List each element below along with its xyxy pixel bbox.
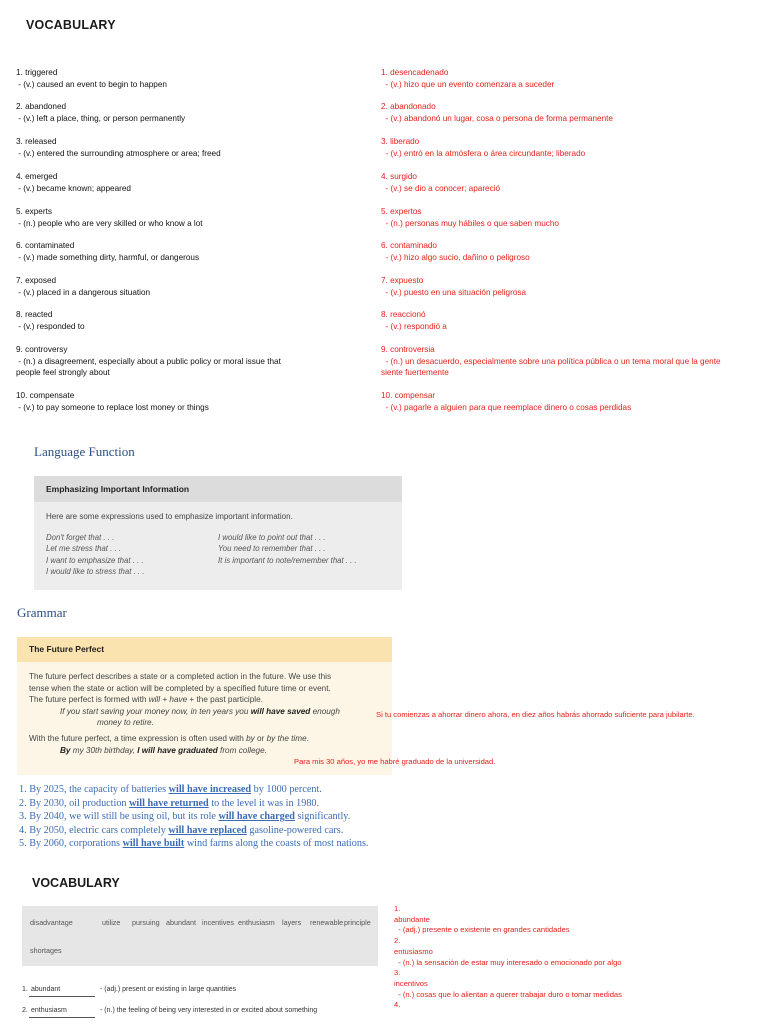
word-bank-word: layers [282, 918, 302, 927]
vocab-term: 3. liberado [381, 137, 420, 146]
vocab-term: 10. compensar [381, 391, 436, 400]
expression: I would like to point out that . . . [218, 533, 326, 542]
vocab2-spanish-line: 3. [394, 968, 401, 978]
expression: You need to remember that . . . [218, 544, 326, 554]
vocab-item [381, 136, 761, 159]
word-bank-word: pursuing [132, 918, 160, 927]
vocab-term: 6. contaminado [381, 241, 437, 250]
vocab-definition: - (n.) a disagreement, especially about a public policy or moral issue that [16, 356, 281, 366]
vocab2-spanish-line: - (adj.) presente o existente en grandes cantidades [394, 925, 570, 935]
vocab-item [16, 136, 346, 159]
vocab2-spanish-line: - (n.) la sensación de estar muy interesado o emocionado por algo [394, 957, 622, 967]
vocab2-spanish-line: 1. [394, 904, 401, 913]
future-perfect-examples [19, 783, 368, 851]
vocab-definition: - (v.) placed in a dangerous situation [16, 287, 151, 297]
vocab-definition: - (v.) entró en la atmósfera o área circundante; liberado [381, 148, 586, 158]
vocab-definition: - (v.) abandonó un lugar, cosa o persona de forma permanente [381, 113, 613, 123]
grammar-example-1: If you start saving your money now, in ten years you will have saved enough [60, 706, 340, 716]
vocab-term: 2. abandonado [381, 102, 436, 111]
vocab-item [381, 206, 761, 229]
vocab-term: 8. reaccionó [381, 310, 426, 319]
vocab-term: 8. reacted [16, 310, 53, 319]
vocab2-definition: - (n.) the feeling of being very interested in or excited about something [100, 1007, 318, 1014]
vocab-item [381, 390, 761, 413]
vocab-item [16, 240, 346, 263]
language-function-title: Language Function [34, 444, 135, 459]
vocab-definition: - (v.) left a place, thing, or person permanently [16, 113, 186, 123]
vocab-term: 9. controversy [16, 345, 68, 354]
vocab-item [381, 275, 761, 298]
vocab2-spanish-line: abundante [394, 914, 430, 924]
vocab-term: 4. surgido [381, 172, 417, 181]
vocab-item [16, 67, 346, 90]
expression: Don't forget that . . . [46, 533, 115, 542]
vocab-term: 4. emerged [16, 172, 58, 181]
vocab-definition: - (n.) people who are very skilled or who know a lot [16, 218, 203, 228]
vocab2-definition: - (adj.) present or existing in large quantities [100, 986, 237, 993]
translation-note-2: Para mis 30 años, yo me habré graduado de la universidad. [294, 757, 496, 766]
vocab-item [381, 67, 761, 90]
example-sentence: 1. By 2025, the capacity of batteries will have increased by 1000 percent. [19, 784, 322, 795]
vocab-item [16, 344, 346, 379]
vocab-definition: - (v.) became known; appeared [16, 183, 131, 193]
vocab-term: 5. expertos [381, 207, 422, 216]
expressions-left [46, 532, 144, 577]
vocab-definition: - (v.) pagarle a alguien para que reemplace dinero o cosas perdidas [381, 402, 632, 412]
expression: Let me stress that . . . [46, 544, 121, 554]
example-sentence: 4. By 2050, electric cars completely will have replaced gasoline-powered cars. [19, 824, 344, 836]
grammar-line: The future perfect is formed with will + have + the past participle. [29, 695, 263, 705]
vocab-definition: - (v.) puesto en una situación peligrosa [381, 287, 527, 297]
vocab-item [381, 171, 761, 194]
vocab-term: 10. compensate [16, 391, 75, 400]
language-function-intro: Here are some expressions used to emphasize important information. [46, 512, 293, 521]
vocab-definition: - (v.) responded to [16, 321, 85, 331]
expression: It is important to note/remember that . . . [218, 555, 357, 565]
vocab-item [381, 344, 761, 379]
vocab-item [16, 275, 346, 298]
word-bank-word: disadvantage [30, 918, 73, 927]
vocab-definition: - (v.) entered the surrounding atmosphere or area; freed [16, 148, 221, 158]
vocab-term: 2. abandoned [16, 102, 67, 111]
vocabulary-heading: VOCABULARY [26, 18, 116, 32]
vocab-definition: - (n.) un desacuerdo, especialmente sobre una política pública o un tema moral que la gente [381, 356, 721, 366]
translation-note-1: Si tu comienzas a ahorrar dinero ahora, en diez años habrás ahorrado suficiente para jubilarte. [376, 710, 695, 719]
vocab-definition: - (v.) caused an event to begin to happen [16, 79, 167, 89]
expression: I would like to stress that . . . [46, 566, 145, 576]
word-bank-word: enthusiasm [238, 918, 275, 927]
word-bank-word: utilize [102, 918, 121, 927]
grammar-example-1-cont: money to retire. [97, 718, 154, 728]
vocab2-spanish-line: incentivos [394, 978, 428, 988]
word-bank-word: incentives [202, 918, 234, 927]
vocab-definition-cont: siente fuertemente [381, 368, 449, 377]
example-sentence: 3. By 2040, we will still be using oil, but its role will have charged significantly. [19, 811, 351, 823]
vocab-item [16, 101, 346, 124]
vocab2-spanish-line: 2. [394, 936, 401, 946]
vocab-term: 5. experts [16, 207, 52, 216]
vocab-item [16, 309, 346, 332]
word-bank-word: principle [344, 918, 371, 927]
vocab-term: 7. exposed [16, 276, 57, 285]
language-function-box-title: Emphasizing Important Information [34, 476, 402, 502]
word-bank-word: renewable [310, 918, 344, 927]
vocab2-spanish-line: - (n.) cosas que lo alientan a querer trabajar duro o tomar medidas [394, 989, 622, 999]
vocab-definition: - (v.) hizo algo sucio, dañino o peligroso [381, 252, 530, 262]
answer-blank-line [29, 996, 95, 997]
vocab-term: 1. desencadenado [381, 68, 449, 77]
expression: I want to emphasize that . . . [46, 555, 144, 565]
grammar-line: With the future perfect, a time expression is often used with by or by the time. [29, 733, 309, 743]
grammar-explanation [29, 671, 340, 756]
grammar-example-2: By my 30th birthday, I will have graduated from college. [60, 745, 267, 755]
vocab2-number: 1. [22, 986, 28, 993]
vocab-item [16, 171, 346, 194]
vocab-definition: - (v.) hizo que un evento comenzara a suceder [381, 79, 555, 89]
grammar-line: The future perfect describes a state or a completed action in the future. We use this [29, 672, 332, 681]
vocab-term: 3. released [16, 137, 57, 146]
example-sentence: 5. By 2060, corporations will have built wind farms along the coasts of most nations. [19, 838, 369, 850]
vocab-item [381, 101, 761, 124]
vocab2-spanish-line: entusiasmo [394, 946, 433, 956]
example-sentence: 2. By 2030, oil production will have returned to the level it was in 1980. [19, 797, 320, 809]
vocab-item [381, 309, 761, 332]
vocab-definition: - (n.) personas muy hábiles o que saben mucho [381, 218, 559, 228]
word-bank [22, 906, 378, 966]
vocab2-spanish-line: 4. [394, 1000, 401, 1010]
vocab-definition-cont: people feel strongly about [16, 368, 110, 377]
vocab-item [16, 206, 346, 229]
grammar-line: tense when the state or action will be completed by a specified future time or event. [29, 683, 331, 693]
grammar-box-title: The Future Perfect [17, 637, 392, 662]
vocab-definition: - (v.) made something dirty, harmful, or dangerous [16, 252, 200, 262]
vocab2-number: 2. [22, 1007, 28, 1014]
vocabulary-heading-2: VOCABULARY [32, 876, 120, 890]
vocab-term: 1. triggered [16, 68, 58, 77]
expressions-right [218, 532, 357, 566]
vocab2-answer: abundant [31, 986, 61, 993]
vocab-item [381, 240, 761, 263]
vocab2-answer: enthusiasm [31, 1007, 67, 1014]
vocab2-spanish [394, 904, 622, 1011]
grammar-title: Grammar [17, 605, 67, 620]
word-bank-word: abundant [166, 918, 196, 927]
answer-blank-line [29, 1017, 95, 1018]
vocab-item [16, 390, 346, 413]
vocab-definition: - (v.) to pay someone to replace lost money or things [16, 402, 209, 412]
vocab-term: 7. expuesto [381, 276, 424, 285]
vocab-definition: - (v.) respondió a [381, 321, 447, 331]
vocab-definition: - (v.) se dio a conocer; apareció [381, 183, 501, 193]
vocab-term: 9. controversia [381, 345, 435, 354]
vocab-term: 6. contaminated [16, 241, 75, 250]
word-bank-word: shortages [30, 946, 62, 955]
